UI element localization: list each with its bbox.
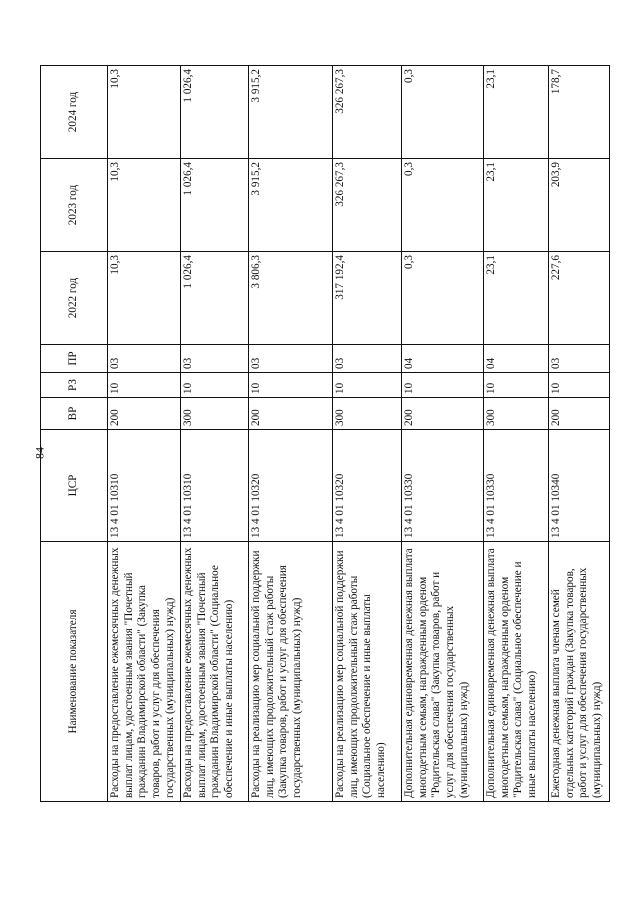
cell-pr: 03	[333, 345, 402, 373]
table-row	[108, 66, 181, 802]
cell-pr: 04	[484, 345, 549, 373]
budget-table	[40, 65, 610, 802]
cell-vr: 200	[549, 398, 610, 430]
cell-csr: 13 4 01 10330	[402, 430, 484, 542]
page-number: 84	[32, 447, 47, 459]
cell-2023: 326 267,3	[333, 159, 402, 252]
cell-name: Расходы на предоставление ежемесячных денежных выплат лицам, удостоенным звания "Почетный гражданин Владимирской области" (Социальное обеспечение и иные выплаты населению)	[181, 542, 249, 802]
cell-2022: 0,3	[402, 252, 484, 345]
table-row	[249, 66, 333, 802]
cell-csr: 13 4 01 10330	[484, 430, 549, 542]
budget-table-container	[40, 65, 603, 802]
cell-2024: 1 026,4	[181, 66, 249, 159]
cell-csr: 13 4 01 10320	[333, 430, 402, 542]
cell-rz: 10	[333, 373, 402, 398]
cell-pr: 03	[549, 345, 610, 373]
cell-2023: 23,1	[484, 159, 549, 252]
cell-rz: 10	[249, 373, 333, 398]
header-rz: РЗ	[41, 373, 108, 398]
cell-vr: 200	[249, 398, 333, 430]
rotated-table-frame	[40, 65, 603, 802]
cell-2022: 227,6	[549, 252, 610, 345]
table-row	[402, 66, 484, 802]
cell-2023: 3 915,2	[249, 159, 333, 252]
cell-name: Расходы на реализацию мер социальной поддержки лиц, имеющих продолжительный стаж работы (Социальное обеспечение и иные выплаты населению)	[333, 542, 402, 802]
table-row	[181, 66, 249, 802]
cell-name: Дополнительная единовременная денежная выплата многодетным семьям, награжденным орденом "Родительская слава" (Закупка товаров, работ и услуг для обеспечения государственных (муниципальных) нужд)	[402, 542, 484, 802]
header-pr: ПР	[41, 345, 108, 373]
cell-pr: 04	[402, 345, 484, 373]
table-row	[549, 66, 610, 802]
cell-rz: 10	[484, 373, 549, 398]
cell-name: Расходы на реализацию мер социальной поддержки лиц, имеющих продолжительный стаж работы (Закупка товаров, работ и услуг для обеспечения государственных (муниципальных) нужд)	[249, 542, 333, 802]
cell-rz: 10	[402, 373, 484, 398]
cell-2022: 1 026,4	[181, 252, 249, 345]
cell-pr: 03	[108, 345, 181, 373]
header-name: Наименование показателя	[41, 542, 108, 802]
cell-pr: 03	[249, 345, 333, 373]
cell-name: Ежегодная денежная выплата членам семей отдельных категорий граждан (Закупка товаров, работ и услуг для обеспечения государственных (муниципальных) нужд)	[549, 542, 610, 802]
table-row	[484, 66, 549, 802]
cell-2022: 317 192,4	[333, 252, 402, 345]
cell-name: Расходы на предоставление ежемесячных денежных выплат лицам, удостоенным звания "Почетный гражданин Владимирской области" (Закупка товаров, работ и услуг для обеспечения государственных (муниципальных) нужд)	[108, 542, 181, 802]
cell-2023: 203,9	[549, 159, 610, 252]
cell-rz: 10	[108, 373, 181, 398]
cell-vr: 300	[333, 398, 402, 430]
cell-2023: 1 026,4	[181, 159, 249, 252]
cell-vr: 300	[484, 398, 549, 430]
cell-csr: 13 4 01 10320	[249, 430, 333, 542]
header-2023: 2023 год	[41, 159, 108, 252]
cell-2022: 3 806,3	[249, 252, 333, 345]
cell-pr: 03	[181, 345, 249, 373]
header-csr: ЦСР	[41, 430, 108, 542]
cell-csr: 13 4 01 10340	[549, 430, 610, 542]
table-header-row	[41, 66, 108, 802]
cell-vr: 300	[181, 398, 249, 430]
header-2024: 2024 год	[41, 66, 108, 159]
cell-2024: 10,3	[108, 66, 181, 159]
cell-name: Дополнительная единовременная денежная выплата многодетным семьям, награжденным орденом "Родительская слава" (Социальное обеспечение и иные выплаты населению)	[484, 542, 549, 802]
cell-csr: 13 4 01 10310	[108, 430, 181, 542]
cell-2024: 23,1	[484, 66, 549, 159]
cell-2022: 23,1	[484, 252, 549, 345]
cell-vr: 200	[108, 398, 181, 430]
cell-vr: 200	[402, 398, 484, 430]
cell-2024: 326 267,3	[333, 66, 402, 159]
cell-2024: 178,7	[549, 66, 610, 159]
cell-2022: 10,3	[108, 252, 181, 345]
cell-2024: 0,3	[402, 66, 484, 159]
cell-2023: 10,3	[108, 159, 181, 252]
header-2022: 2022 год	[41, 252, 108, 345]
cell-rz: 10	[549, 373, 610, 398]
cell-rz: 10	[181, 373, 249, 398]
header-vr: ВР	[41, 398, 108, 430]
table-row	[333, 66, 402, 802]
cell-2023: 0,3	[402, 159, 484, 252]
cell-2024: 3 915,2	[249, 66, 333, 159]
cell-csr: 13 4 01 10310	[181, 430, 249, 542]
